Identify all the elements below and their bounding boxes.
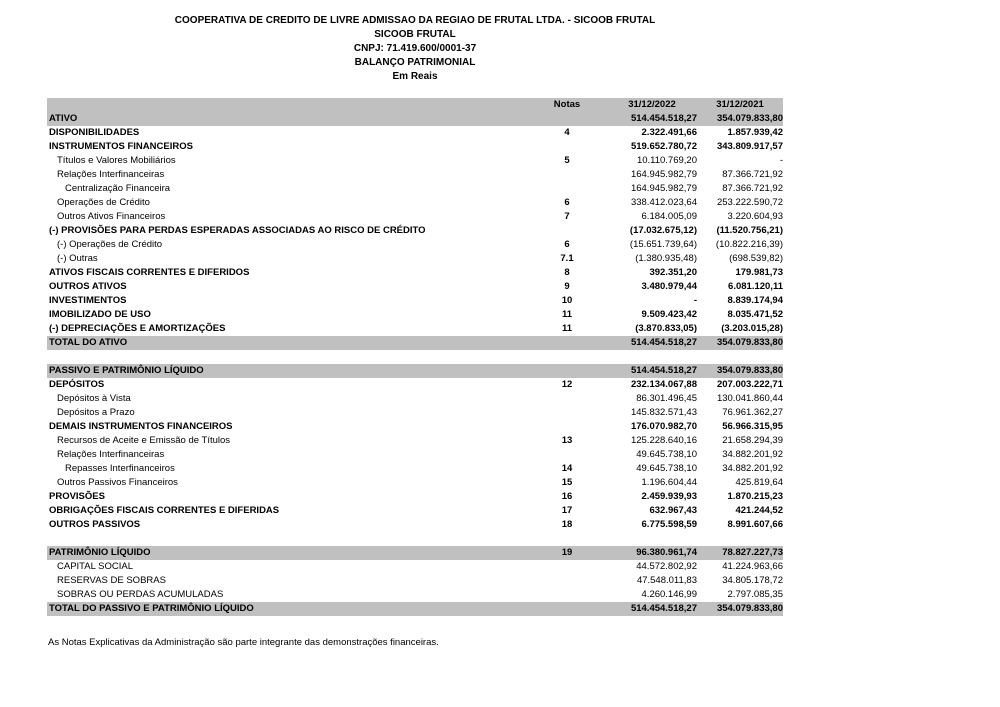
document-header: [0, 14, 830, 84]
table-row: [47, 504, 783, 518]
row-label: Títulos e Valores Mobiliários: [57, 155, 176, 166]
row-label: Outros Ativos Financeiros: [57, 211, 166, 222]
row-label: (-) PROVISÕES PARA PERDAS ESPERADAS ASSOCIADAS AO RISCO DE CRÉDITO: [49, 225, 426, 236]
table-row: [47, 294, 783, 308]
row-value-2022: 125.228.640,16: [630, 435, 697, 446]
row-value-2022: 164.945.982,79: [630, 169, 697, 180]
row-value-2021: 2.797.085,35: [727, 589, 783, 600]
row-nota: 9: [564, 281, 570, 292]
row-value-2022: 232.134.067,88: [630, 379, 697, 390]
table-row: [47, 336, 783, 350]
row-value-2021: 354.079.833,80: [697, 602, 783, 616]
row-value-2021: 8.035.471,52: [727, 309, 783, 320]
row-label: (-) DEPRECIAÇÕES E AMORTIZAÇÕES: [49, 323, 226, 334]
row-label: DEMAIS INSTRUMENTOS FINANCEIROS: [49, 421, 233, 432]
statement-title: BALANÇO PATRIMONIAL: [354, 57, 476, 68]
row-value-2021: 56.966.315,95: [722, 421, 783, 432]
footnote: As Notas Explicativas da Administração são parte integrante das demonstrações financeiras.: [48, 637, 439, 648]
row-nota: [527, 364, 607, 378]
table-row: [47, 140, 783, 154]
row-value-2022: -: [693, 295, 697, 306]
row-value-2022: 49.645.738,10: [636, 463, 697, 474]
row-value-2021: 76.961.362,27: [722, 407, 783, 418]
row-nota: 4: [564, 127, 570, 138]
row-value-2021: 253.222.590,72: [716, 197, 783, 208]
row-label: Relações Interfinanceiras: [57, 169, 165, 180]
row-value-2022: 6.775.598,59: [641, 519, 697, 530]
row-nota: [527, 420, 607, 434]
row-nota: 6: [564, 197, 570, 208]
row-label: OBRIGAÇÕES FISCAIS CORRENTES E DIFERIDAS: [49, 505, 280, 516]
table-row: [47, 392, 783, 406]
label-column-header: [47, 98, 527, 112]
row-label: Repasses Interfinanceiros: [65, 463, 175, 474]
table-row: [47, 280, 783, 294]
row-value-2022: 514.454.518,27: [607, 364, 697, 378]
row-label: Recursos de Aceite e Emissão de Títulos: [57, 435, 231, 446]
table-row: [47, 126, 783, 140]
row-value-2022: 96.380.961,74: [607, 546, 697, 560]
row-nota: 11: [561, 323, 573, 334]
row-value-2021: 207.003.222,71: [716, 379, 783, 390]
row-nota: 19: [527, 546, 607, 560]
row-value-2021: 8.991.607,66: [727, 519, 783, 530]
row-nota: 17: [561, 505, 573, 516]
row-label: Centralização Financeira: [65, 183, 171, 194]
row-value-2021: (3.203.015,28): [721, 323, 783, 334]
table-row: [47, 420, 783, 434]
row-value-2021: (11.520.756,21): [716, 225, 783, 236]
row-label: Depósitos à Vista: [57, 393, 131, 404]
row-label: OUTROS ATIVOS: [49, 281, 127, 292]
row-value-2021: 425.819,64: [735, 477, 783, 488]
row-nota: 5: [564, 155, 570, 166]
currency-unit: Em Reais: [392, 71, 438, 82]
row-nota: 16: [561, 491, 573, 502]
row-label: IMOBILIZADO DE USO: [49, 309, 151, 320]
table-row: [47, 322, 783, 336]
table-row: [47, 462, 783, 476]
row-value-2021: 34.882.201,92: [722, 449, 783, 460]
row-value-2022: 392.351,20: [649, 267, 697, 278]
row-value-2022: (17.032.675,12): [629, 225, 697, 236]
column-header-row: [47, 98, 783, 112]
company-short-name: SICOOB FRUTAL: [374, 29, 456, 40]
row-nota: [527, 112, 607, 126]
row-nota: [527, 182, 607, 196]
row-value-2021: 34.882.201,92: [722, 463, 783, 474]
row-value-2021: 8.839.174,94: [727, 295, 783, 306]
row-value-2022: 2.459.939,93: [641, 491, 697, 502]
table-row: [47, 364, 783, 378]
row-value-2022: 632.967,43: [649, 505, 697, 516]
row-value-2022: 10.110.769,20: [636, 155, 697, 166]
table-row: [47, 154, 783, 168]
table-row: [47, 476, 783, 490]
table-row: [47, 490, 783, 504]
row-value-2021: 6.081.120,11: [728, 281, 783, 292]
row-value-2022: (1.380.935,48): [635, 253, 697, 264]
row-label: PASSIVO E PATRIMÔNIO LÍQUIDO: [47, 364, 527, 378]
year-2022-column-header: 31/12/2022: [607, 98, 697, 112]
row-value-2022: 2.322.491,66: [641, 127, 697, 138]
row-nota: [527, 224, 607, 238]
row-label: DISPONIBILIDADES: [49, 127, 140, 138]
row-value-2022: 1.196.604,44: [641, 477, 697, 488]
row-value-2021: 130.041.860,44: [716, 393, 783, 404]
row-label: INSTRUMENTOS FINANCEIROS: [49, 141, 193, 152]
row-value-2021: -: [779, 155, 783, 166]
row-nota: [527, 406, 607, 420]
row-nota: 15: [561, 477, 573, 488]
row-nota: [527, 588, 607, 602]
table-row: [47, 518, 783, 532]
row-nota: 11: [561, 309, 573, 320]
row-label: ATIVOS FISCAIS CORRENTES E DIFERIDOS: [49, 267, 250, 278]
row-label: OUTROS PASSIVOS: [49, 519, 141, 530]
balance-sheet-table: [47, 98, 783, 616]
row-value-2022: 49.645.738,10: [636, 449, 697, 460]
row-label: Outros Passivos Financeiros: [57, 477, 178, 488]
table-row: [47, 574, 783, 588]
row-label: INVESTIMENTOS: [49, 295, 127, 306]
row-value-2021: (698.539,82): [729, 253, 783, 264]
table-row: [47, 168, 783, 182]
row-value-2022: 164.945.982,79: [630, 183, 697, 194]
row-label: ATIVO: [47, 112, 527, 126]
row-value-2022: 514.454.518,27: [607, 112, 697, 126]
row-value-2022: 9.509.423,42: [641, 309, 697, 320]
row-value-2022: 47.548.011,83: [636, 575, 697, 586]
table-row: [47, 406, 783, 420]
row-nota: 10: [561, 295, 573, 306]
table-row: [47, 378, 783, 392]
row-value-2021: 1.870.215,23: [727, 491, 783, 502]
row-label: Depósitos a Prazo: [57, 407, 135, 418]
row-label: PROVISÕES: [49, 491, 105, 502]
row-nota: 7.1: [560, 253, 574, 264]
notas-column-header: Notas: [527, 98, 607, 112]
row-value-2022: (15.651.739,64): [629, 239, 697, 250]
table-row: [47, 546, 783, 560]
row-value-2021: 421.244,52: [735, 505, 783, 516]
table-row: [47, 308, 783, 322]
row-nota: 6: [564, 239, 570, 250]
row-value-2022: (3.870.833,05): [635, 323, 697, 334]
row-label: Relações Interfinanceiras: [57, 449, 165, 460]
row-nota: [527, 140, 607, 154]
row-label: RESERVAS DE SOBRAS: [57, 575, 166, 586]
row-nota: 13: [561, 435, 573, 446]
row-nota: [527, 560, 607, 574]
table-row: [47, 182, 783, 196]
row-nota: [527, 336, 607, 350]
row-value-2022: 86.301.496,45: [636, 393, 697, 404]
row-value-2022: 3.480.979,44: [641, 281, 697, 292]
table-row: [47, 224, 783, 238]
row-value-2021: 354.079.833,80: [697, 336, 783, 350]
row-label: Operações de Crédito: [57, 197, 150, 208]
table-row: [47, 588, 783, 602]
row-value-2022: 519.652.780,72: [630, 141, 697, 152]
row-value-2022: 338.412.023,64: [630, 197, 697, 208]
row-nota: 14: [561, 463, 573, 474]
row-value-2021: 179.981,73: [735, 267, 783, 278]
row-nota: 12: [561, 379, 573, 390]
company-name: COOPERATIVA DE CREDITO DE LIVRE ADMISSAO DA REGIAO DE FRUTAL LTDA. - SICOOB FRUTAL: [174, 15, 656, 26]
row-value-2022: 4.260.146,99: [641, 589, 697, 600]
row-label: (-) Operações de Crédito: [57, 239, 163, 250]
row-nota: 18: [561, 519, 573, 530]
table-row: [47, 238, 783, 252]
row-value-2021: 343.809.917,57: [716, 141, 783, 152]
row-label: DEPÓSITOS: [49, 379, 105, 390]
row-value-2021: 21.658.294,39: [722, 435, 783, 446]
row-nota: [527, 602, 607, 616]
row-value-2021: 34.805.178,72: [722, 575, 783, 586]
spacer-row: [47, 350, 783, 364]
row-value-2021: 1.857.939,42: [727, 127, 783, 138]
row-label: TOTAL DO PASSIVO E PATRIMÔNIO LÍQUIDO: [47, 602, 527, 616]
row-nota: 7: [564, 211, 570, 222]
row-value-2021: 354.079.833,80: [697, 112, 783, 126]
row-value-2021: 354.079.833,80: [697, 364, 783, 378]
row-label: CAPITAL SOCIAL: [57, 561, 134, 572]
row-label: TOTAL DO ATIVO: [47, 336, 527, 350]
spacer-cell: [47, 350, 783, 364]
row-value-2021: 3.220.604,93: [727, 211, 783, 222]
row-nota: [527, 448, 607, 462]
table-row: [47, 196, 783, 210]
row-label: PATRIMÔNIO LÍQUIDO: [47, 546, 527, 560]
table-row: [47, 210, 783, 224]
row-value-2022: 145.832.571,43: [630, 407, 697, 418]
row-value-2021: (10.822.216,39): [715, 239, 783, 250]
row-nota: [527, 574, 607, 588]
row-value-2021: 87.366.721,92: [722, 169, 783, 180]
row-nota: [527, 168, 607, 182]
row-nota: 8: [564, 267, 570, 278]
row-value-2022: 176.070.982,70: [630, 421, 697, 432]
cnpj: CNPJ: 71.419.600/0001-37: [353, 43, 477, 54]
row-nota: [527, 392, 607, 406]
table-row: [47, 448, 783, 462]
year-2021-column-header: 31/12/2021: [697, 98, 783, 112]
table-row: [47, 560, 783, 574]
table-row: [47, 252, 783, 266]
row-label: (-) Outras: [57, 253, 98, 264]
row-value-2022: 44.572.802,92: [636, 561, 697, 572]
table-row: [47, 434, 783, 448]
table-row: [47, 266, 783, 280]
spacer-cell: [47, 532, 783, 546]
row-value-2021: 87.366.721,92: [722, 183, 783, 194]
row-value-2022: 6.184.005,09: [641, 211, 697, 222]
table-row: [47, 602, 783, 616]
spacer-row: [47, 532, 783, 546]
row-label: SOBRAS OU PERDAS ACUMULADAS: [57, 589, 224, 600]
row-value-2021: 78.827.227,73: [697, 546, 783, 560]
row-value-2022: 514.454.518,27: [607, 602, 697, 616]
row-value-2021: 41.224.963,66: [722, 561, 783, 572]
row-value-2022: 514.454.518,27: [607, 336, 697, 350]
table-row: [47, 112, 783, 126]
